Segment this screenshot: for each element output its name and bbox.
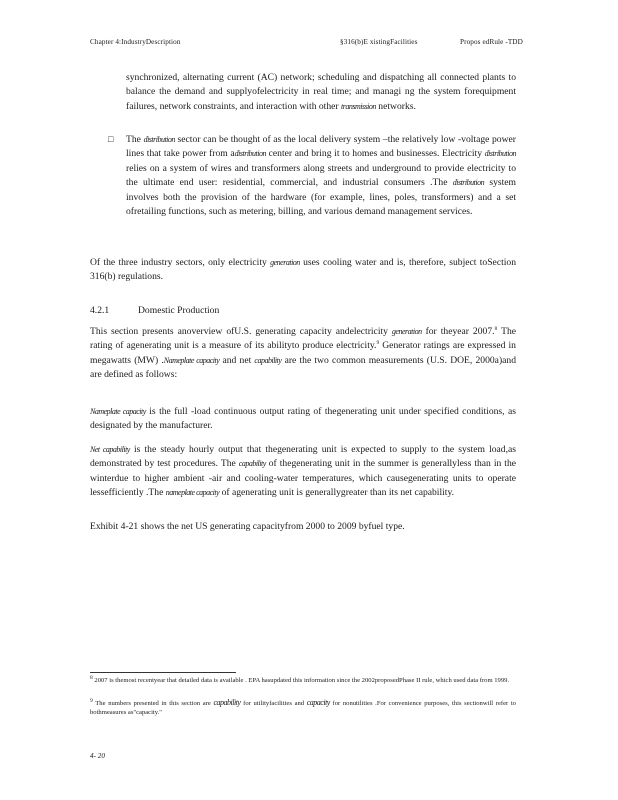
bullet-marker: □	[108, 134, 114, 144]
section-number: 4.2.1	[90, 305, 110, 316]
paragraph-nameplate-definition: Nameplate capacity is the full -load continuous output rating of thegenerating unit under specified conditions, as designated by the manufacturer.	[90, 406, 516, 432]
header-section-ref: §316(b)E xistingFacilities	[340, 38, 418, 46]
header-document-id: Propos edRule -TDD	[460, 38, 523, 46]
footnote-ref-9[interactable]: 9	[376, 340, 380, 347]
footnote-divider	[90, 672, 236, 673]
footnote-9: $^9$ The numbers presented in this section are capability for utilityfacilities and capacity for nonutilities .For convenience purposes, this sectionwill refer to bothmeasures as"capacity."	[90, 697, 516, 717]
section-heading	[90, 305, 219, 316]
header-chapter: Chapter 4:IndustryDescription	[90, 38, 181, 46]
paragraph-three-sectors: Of the three industry sectors, only electricity generation uses cooling water and is, therefore, subject toSection 316(b) regulations.	[90, 257, 517, 283]
paragraph-net-capability-definition: Net capability is the steady hourly output that thegenerating unit is expected to supply to the system load,as demonstrated by test procedures. The capability of thegenerating unit in the summer is generallyless than in the winterdue to higher ambient -air and cooling-water temperatures, which causegenerating units to operate lessefficiently .The nameplate capacity of agenerating unit is generallygreater than its net capability.	[90, 444, 517, 499]
page-number: 4- 20	[90, 752, 105, 760]
paragraph-overview: This section presents anoverview ofU.S. generating capacity andelectricity generation for theyear 2007.$^8$ The rating of agenerating unit is a measure of its abilityto produce electricity.$^9$ Generator ratings are expressed in megawatts (MW) .Nameplate capacity and net capability are the two common measurements (U.S. DOE, 2000a)and are defined as follows:	[90, 325, 516, 381]
bullet-continuation: synchronized, alternating current (AC) network; scheduling and dispatching all connected plants to balance the demand and supplyofelectricity in real time; and managi ng the system forequipment failures, network constraints, and interaction with other transmission networks.	[126, 72, 516, 112]
footnote-8: $^8$ 2007 is themost recentyear that detailed data is available . EPA hasupdated this information since the 2002proposedPhase II rule, which used data from 1999.	[90, 674, 510, 684]
footnote-ref-8[interactable]: 8	[494, 325, 498, 332]
paragraph-exhibit-reference: Exhibit 4-21 shows the net US generating capacityfrom 2000 to 2009 byfuel type.	[90, 521, 405, 532]
bullet-distribution: The distribution sector can be thought of as the local delivery system –the relatively low -voltage power lines that take power from adistribution center and bring it to homes and businesses. Electricity distribution relies on a system of wires and transformers along streets and underground to provide electricity to the ultimate end user: residential, commercial, and industrial consumers .The distribution system involves both the provision of the hardware (for example, lines, poles, transformers) and a set ofretailing functions, such as metering, billing, and various demand management services.	[126, 134, 516, 218]
section-title: Domestic Production	[138, 305, 220, 316]
